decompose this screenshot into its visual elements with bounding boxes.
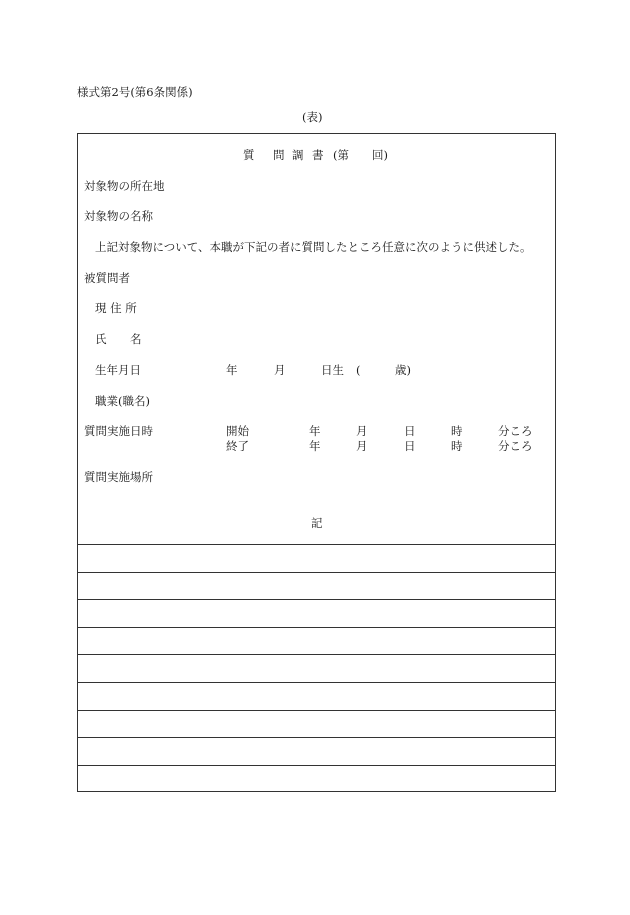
record-line bbox=[78, 544, 555, 545]
title-char-5: (第 bbox=[333, 148, 349, 162]
object-name-label: 対象物の名称 bbox=[84, 209, 153, 223]
end-day: 日 bbox=[404, 439, 416, 453]
start-day: 日 bbox=[404, 424, 416, 438]
name-label-2: 名 bbox=[130, 332, 142, 346]
birthdate-label: 生年月日 bbox=[95, 363, 141, 377]
title-char-6: 回) bbox=[372, 148, 388, 162]
record-line bbox=[78, 599, 555, 600]
record-heading: 記 bbox=[311, 516, 323, 530]
name-label-1: 氏 bbox=[95, 332, 107, 346]
birthdate-age-close: 歳) bbox=[395, 363, 411, 377]
end-label: 終了 bbox=[226, 439, 249, 453]
occupation-label: 職業(職名) bbox=[95, 394, 150, 408]
birthdate-day-born: 日生 bbox=[321, 363, 344, 377]
statement: 上記対象物について、本職が下記の者に質問したところ任意に次のように供述した。 bbox=[95, 240, 532, 254]
title-char-1: 質 bbox=[243, 148, 255, 162]
object-location-label: 対象物の所在地 bbox=[84, 179, 165, 193]
end-minute: 分ころ bbox=[498, 439, 533, 453]
start-minute: 分ころ bbox=[498, 424, 533, 438]
title-char-4: 書 bbox=[312, 148, 324, 162]
title-char-3: 調 bbox=[292, 148, 304, 162]
record-line bbox=[78, 627, 555, 628]
start-label: 開始 bbox=[226, 424, 249, 438]
start-hour: 時 bbox=[451, 424, 463, 438]
record-line bbox=[78, 682, 555, 683]
form-number: 様式第2号(第6条関係) bbox=[77, 85, 193, 99]
birthdate-year: 年 bbox=[226, 363, 238, 377]
side-label: (表) bbox=[302, 110, 323, 124]
record-line bbox=[78, 572, 555, 573]
end-month: 月 bbox=[356, 439, 368, 453]
address-label: 現 住 所 bbox=[95, 301, 137, 315]
birthdate-age-open: ( bbox=[356, 363, 361, 377]
datetime-label: 質問実施日時 bbox=[84, 424, 153, 438]
end-year: 年 bbox=[309, 439, 321, 453]
record-line bbox=[78, 654, 555, 655]
record-line bbox=[78, 737, 555, 738]
title-char-2: 問 bbox=[273, 148, 285, 162]
interviewee-label: 被質問者 bbox=[84, 271, 130, 285]
form-box bbox=[77, 133, 556, 792]
birthdate-month: 月 bbox=[274, 363, 286, 377]
start-year: 年 bbox=[309, 424, 321, 438]
record-line bbox=[78, 710, 555, 711]
end-hour: 時 bbox=[451, 439, 463, 453]
place-label: 質問実施場所 bbox=[84, 470, 153, 484]
start-month: 月 bbox=[356, 424, 368, 438]
record-line bbox=[78, 765, 555, 766]
